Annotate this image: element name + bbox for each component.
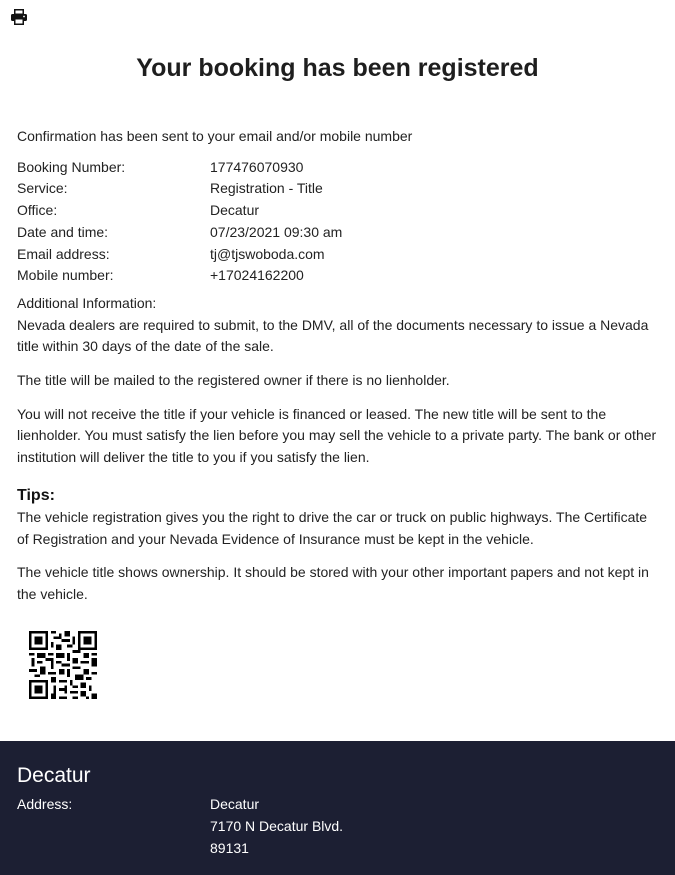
office-footer (0, 741, 675, 875)
detail-value: +17024162200 (210, 267, 304, 284)
detail-value: 177476070930 (210, 158, 304, 175)
detail-row-service (17, 178, 662, 200)
booking-details (17, 157, 662, 287)
tips-paragraph: The vehicle registration gives you the right to drive the car or truck on public highways. The Certificate of Registration and your Nevada Evidence of Insurance must be kept in the vehicle. (17, 508, 648, 547)
address-label: Address: (17, 796, 73, 812)
detail-row-mobile (17, 265, 662, 287)
detail-row-date-time (17, 222, 662, 244)
booking-content (17, 126, 662, 618)
additional-info-paragraph: Nevada dealers are required to submit, to the DMV, all of the documents necessary to issue a Nevada title within 30 days of the date of the sale. (17, 316, 649, 355)
address-line: 7170 N Decatur Blvd. (210, 818, 344, 834)
detail-label: Booking Number: (17, 158, 126, 175)
detail-value: tj@tjswoboda.com (210, 245, 325, 262)
detail-label: Email address: (17, 245, 110, 262)
detail-label: Service: (17, 180, 68, 197)
tips-heading: Tips: (17, 486, 55, 504)
print-button[interactable] (10, 8, 28, 26)
detail-value: 07/23/2021 09:30 am (210, 223, 343, 240)
address-line: 89131 (210, 840, 249, 856)
detail-value: Registration - Title (210, 180, 323, 197)
detail-value: Decatur (210, 202, 260, 219)
page-title: Your booking has been registered (136, 54, 539, 82)
qr-code-icon (29, 631, 97, 699)
additional-info-paragraph: The title will be mailed to the registered owner if there is no lienholder. (17, 372, 450, 389)
detail-row-office (17, 200, 662, 222)
detail-label: Date and time: (17, 223, 109, 240)
printer-icon (10, 8, 28, 26)
detail-label: Office: (17, 202, 58, 219)
office-address (17, 793, 343, 859)
confirmation-message: Confirmation has been sent to your email and/or mobile number (17, 128, 413, 144)
booking-qr-code (29, 631, 97, 699)
detail-row-email (17, 244, 662, 266)
detail-label: Mobile number: (17, 267, 114, 284)
office-name: Decatur (17, 764, 91, 787)
detail-row-booking-number (17, 157, 662, 179)
additional-info-paragraph: You will not receive the title if your vehicle is financed or leased. The new title will be sent to the lienholder. You must satisfy the lien before you may sell the vehicle to a private party. The bank or other institution will deliver the title to you if you satisfy the lien. (17, 405, 657, 466)
additional-info-label: Additional Information: (17, 294, 157, 311)
address-lines (210, 793, 343, 859)
address-line: Decatur (210, 796, 260, 812)
tips-paragraph: The vehicle title shows ownership. It should be stored with your other important papers and not kept in the vehicle. (17, 564, 649, 602)
